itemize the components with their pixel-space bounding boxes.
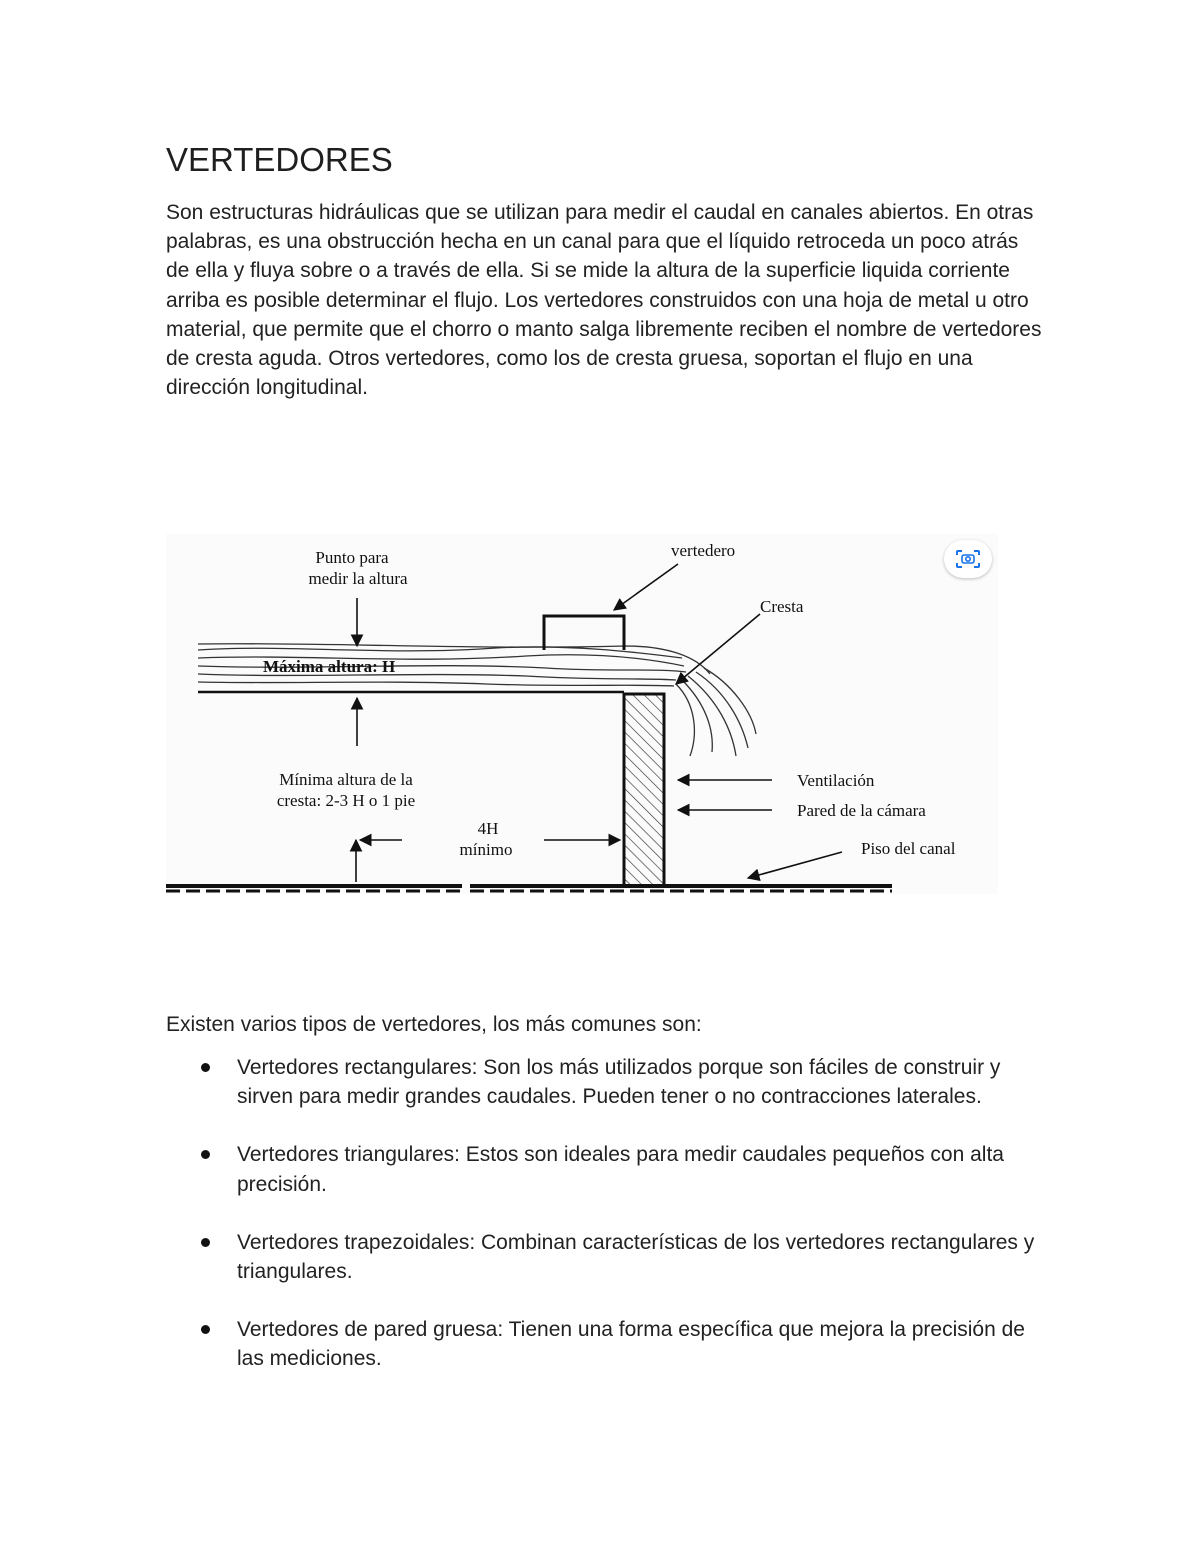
weir-diagram — [166, 534, 998, 894]
weir-plate — [544, 616, 624, 650]
label-punto-line1: Punto para — [315, 548, 389, 567]
bullet — [201, 1150, 210, 1159]
list-item — [166, 1315, 1046, 1373]
label-pared: Pared de la cámara — [797, 801, 926, 820]
weir-wall — [624, 694, 664, 886]
intro-paragraph: Son estructuras hidráulicas que se utilizan para medir el caudal en canales abiertos. En otras palabras, es una obstrucción hecha en un canal para que el líquido retroceda un poco atrás de ella y fluya sobre o a través de ella. Si se mide la altura de la superficie liquida corriente arriba es posible determinar el flujo. Los vertedores construidos con una hoja de metal u otro material, que permite que el chorro o manto salga libremente reciben el nombre de vertedores de cresta aguda. Otros vertedores, como los de cresta gruesa, soportan el flujo en una dirección longitudinal. — [166, 201, 1042, 400]
weir-types-list — [166, 1053, 1046, 1403]
label-minima-line2: cresta: 2-3 H o 1 pie — [276, 791, 416, 810]
label-vertedero: vertedero — [671, 541, 736, 560]
label-minima-line1: Mínima altura de la — [279, 770, 413, 789]
label-ventilacion: Ventilación — [797, 771, 875, 790]
label-piso: Piso del canal — [861, 839, 956, 858]
list-item-text: Vertedores rectangulares: Son los más utilizados porque son fáciles de construir y sirven para medir grandes caudales. Pueden tener o no contracciones laterales. — [237, 1056, 1001, 1109]
lens-search-button[interactable] — [944, 540, 992, 578]
list-item — [166, 1053, 1046, 1111]
bullet — [201, 1238, 210, 1247]
label-cresta: Cresta — [760, 597, 804, 616]
label-maxima-altura: Máxima altura: H — [263, 657, 396, 676]
document-title: VERTEDORES — [166, 141, 393, 178]
list-item — [166, 1228, 1046, 1286]
label-minimo: mínimo — [459, 840, 513, 859]
list-item-text: Vertedores de pared gruesa: Tienen una forma específica que mejora la precisión de las mediciones. — [237, 1318, 1025, 1371]
list-item-text: Vertedores triangulares: Estos son ideales para medir caudales pequeños con alta precisión. — [237, 1143, 1004, 1196]
list-intro: Existen varios tipos de vertedores, los más comunes son: — [166, 1013, 702, 1036]
lens-scan-icon — [955, 549, 981, 569]
list-item — [166, 1140, 1046, 1198]
weir-diagram-svg — [166, 534, 998, 894]
channel-floor — [166, 886, 892, 891]
bullet — [201, 1063, 210, 1072]
label-punto-line2: medir la altura — [308, 569, 408, 588]
bullet — [201, 1325, 210, 1334]
label-4h: 4H — [477, 819, 499, 838]
list-item-text: Vertedores trapezoidales: Combinan características de los vertedores rectangulares y triangulares. — [237, 1230, 1035, 1284]
